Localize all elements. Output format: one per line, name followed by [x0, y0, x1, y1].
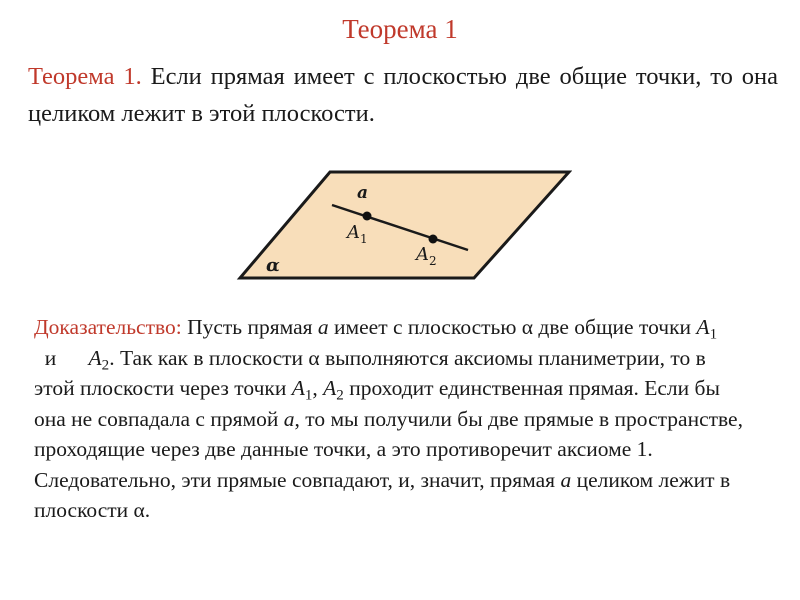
proof-label: Доказательство: — [34, 315, 182, 339]
proof-s6: проходит единственная прямая. Если бы она не совпадала с прямой — [34, 376, 720, 431]
proof-point-letter: A — [88, 345, 102, 370]
proof-point-index: 1 — [709, 326, 718, 343]
proof-line-a: a — [560, 467, 572, 492]
plane-alpha-label: α — [266, 255, 280, 276]
proof-s2: имеет с плоскостью α две общие точки — [328, 315, 697, 339]
proof-point-index: 1 — [304, 387, 313, 404]
proof-point-letter: A — [291, 376, 305, 400]
plane-diagram — [236, 168, 572, 282]
theorem-text: Если прямая имеет с плоскостью две общие точки, то она целиком лежит в этой плоскости. — [28, 63, 778, 127]
point-a2-label: $A_2$ — [416, 244, 437, 268]
theorem-statement — [28, 58, 778, 132]
proof-point-letter: A — [323, 376, 337, 400]
proof-s3: и — [34, 345, 89, 370]
point-a1 — [363, 212, 372, 221]
proof-line-a: a — [317, 315, 329, 339]
line-a-label: a — [357, 183, 369, 203]
proof-s8: целиком лежит в плоскости α. — [34, 467, 731, 522]
proof-s4: . Так как в плоскости α выполняются аксиомы планиметрии, то в этой плоскости через точки — [34, 345, 706, 400]
proof-s5: , — [312, 376, 324, 400]
proof-text — [34, 312, 744, 526]
point-a1-label: $A_1$ — [347, 222, 368, 246]
proof-point-index: 2 — [101, 357, 110, 373]
proof-s7: , то мы получили бы две прямые в пространстве, проходящие через две данные точки, а это противоречит аксиоме 1. Следовательно, эти прямые совпадают, и, значит, прямая — [34, 406, 743, 492]
proof-line-a: a — [283, 406, 295, 431]
proof-s1: Пусть прямая — [181, 315, 318, 339]
theorem-label: Теорема 1. — [28, 63, 142, 90]
point-a2 — [429, 235, 438, 244]
proof-point-letter: A — [696, 315, 710, 339]
proof-point-index: 2 — [336, 387, 344, 404]
slide-title: Теорема 1 — [342, 14, 458, 44]
